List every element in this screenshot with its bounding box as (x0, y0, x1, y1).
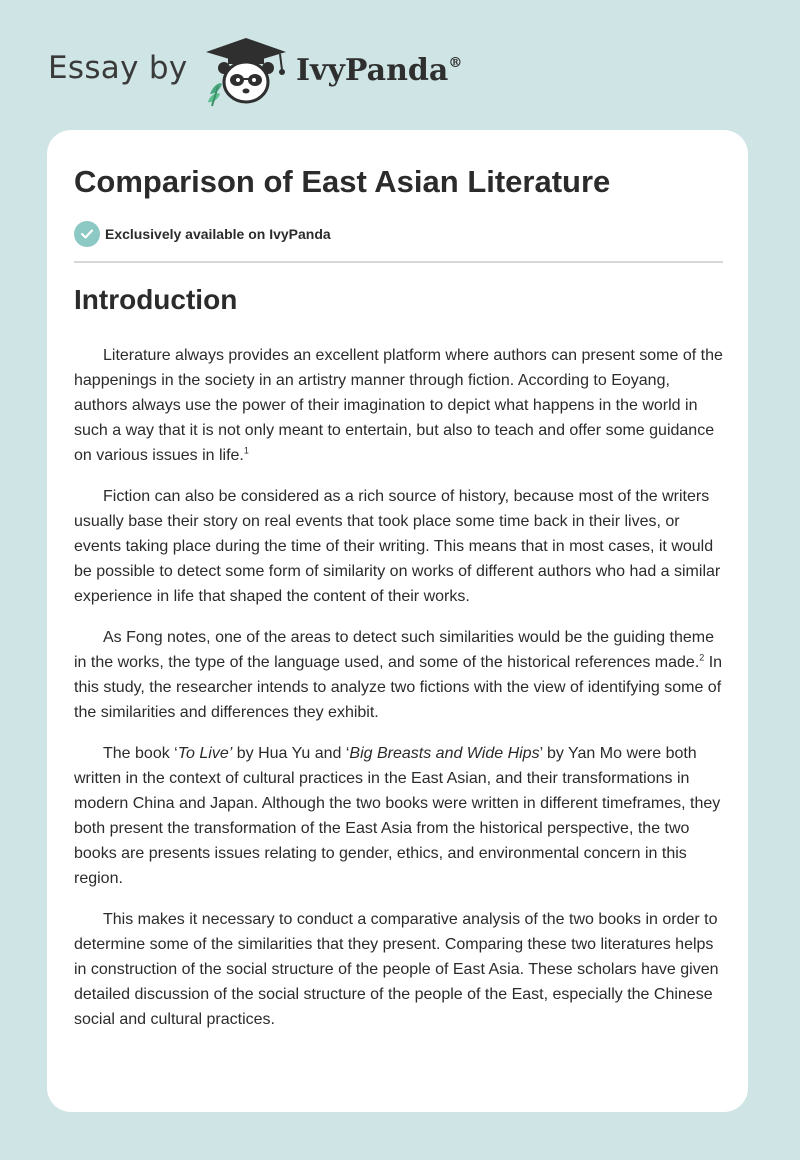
page-title: Comparison of East Asian Literature (74, 164, 611, 199)
text-run: This makes it necessary to conduct a comparative analysis of the two books in order to determine some of the similarities that they present. Comparing these two literatures helps in construction of the social structure of the people of East Asia. These scholars have given detailed discussion of the social structure of the people of the East, especially the Chinese social and cultural practices. (74, 911, 719, 1028)
text-run: In this study, the researcher intends to analyze two fictions with the view of identifying some of the similarities and differences they exhibit. (74, 654, 723, 721)
text-run: The book ‘ (103, 745, 178, 762)
registered-mark: ® (448, 55, 463, 71)
footnote-ref[interactable]: 1 (243, 445, 249, 456)
text-run: Literature always provides an excellent platform where authors can present some of the happenings in the society in an artistry manner through fiction. According to Eoyang, authors always use the power of their imagination to depict what happens in the world in such a way that it is not only meant to entertain, but also to teach and offer some guidance on various issues in life. (74, 347, 723, 464)
exclusive-badge-label: Exclusively available on IvyPanda (105, 226, 331, 242)
divider (74, 261, 723, 263)
panda-graduate-icon[interactable] (200, 36, 292, 108)
paragraph (74, 484, 726, 609)
text-run: ’ by Yan Mo were both written in the context of cultural practices in the East Asian, and their transformations in modern China and Japan. Although the two books were written in different timeframes, they both present the transformation of the East Asia from the historical perspective, the two books are presents issues relating to gender, ethics, and environmental concern in this region. (74, 745, 721, 887)
paragraph (74, 907, 726, 1032)
essay-card (47, 130, 748, 1112)
paragraph (74, 343, 726, 468)
book-title: To Live’ (177, 745, 233, 762)
paragraph (74, 625, 726, 725)
article-body (74, 343, 726, 1048)
exclusive-badge (74, 221, 331, 247)
text-run: As Fong notes, one of the areas to detect such similarities would be the guiding theme in the works, the type of the language used, and some of the historical references made. (74, 629, 715, 671)
site-header (0, 0, 800, 130)
check-circle-icon (74, 221, 100, 247)
brand-name[interactable]: IvyPanda® (296, 53, 463, 88)
paragraph (74, 741, 726, 891)
footnote-ref[interactable]: 2 (699, 652, 705, 663)
text-run: Fiction can also be considered as a rich source of history, because most of the writers usually base their story on real events that took place some time back in their lives, or events taking place during the time of their writing. This means that in most cases, it would be possible to detect some form of similarity on works of different authors who had a similar experience in life that shaped the content of their works. (74, 488, 721, 605)
book-title: Big Breasts and Wide Hips (349, 745, 540, 762)
essay-by-label: Essay by (48, 50, 188, 86)
text-run: by Hua Yu and ‘ (232, 745, 350, 762)
section-heading: Introduction (74, 284, 238, 315)
